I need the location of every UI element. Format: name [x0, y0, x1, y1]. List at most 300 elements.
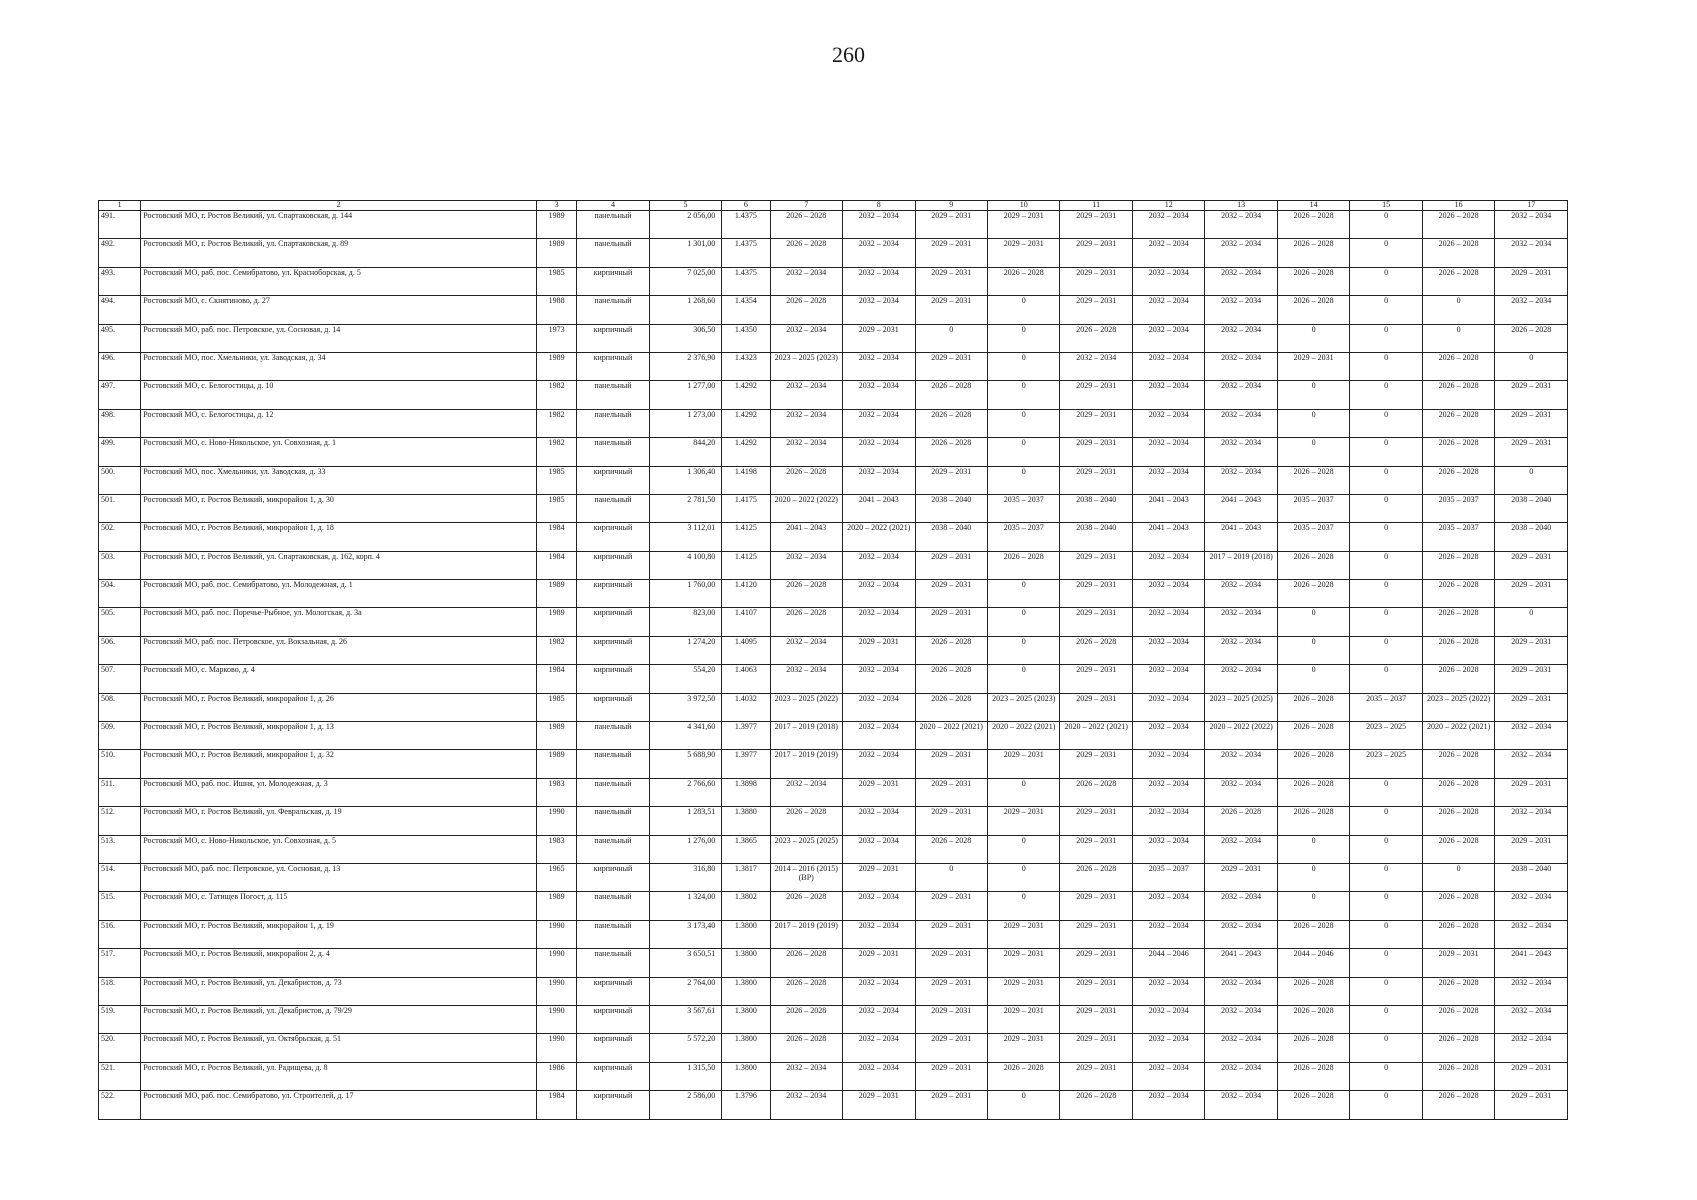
period-cell: 0 — [1350, 778, 1422, 806]
period-cell: 0 — [1277, 608, 1349, 636]
period-cell: 2026 – 2028 — [1422, 409, 1494, 437]
period-cell: 2032 – 2034 — [1132, 892, 1204, 920]
wall-material: панельный — [577, 920, 649, 948]
table-row — [99, 778, 1568, 806]
period-cell: 2026 – 2028 — [1422, 352, 1494, 380]
year-built: 1990 — [536, 949, 576, 977]
area: 3 567,61 — [649, 1005, 721, 1033]
period-cell: 2026 – 2028 — [915, 636, 987, 664]
row-number: 519. — [99, 1005, 141, 1033]
period-cell: 2029 – 2031 — [1277, 352, 1349, 380]
period-cell: 2029 – 2031 — [1495, 580, 1568, 608]
coefficient: 1.3898 — [722, 778, 770, 806]
wall-material: кирпичный — [577, 693, 649, 721]
row-number: 491. — [99, 211, 141, 239]
area: 5 688,90 — [649, 750, 721, 778]
period-cell: 2032 – 2034 — [1205, 778, 1277, 806]
column-header: 12 — [1132, 201, 1204, 211]
address: Ростовский МО, г. Ростов Великий, ул. Радищева, д. 8 — [141, 1062, 537, 1090]
row-number: 516. — [99, 920, 141, 948]
period-cell: 2032 – 2034 — [1495, 1034, 1568, 1062]
coefficient: 1.4292 — [722, 381, 770, 409]
row-number: 492. — [99, 239, 141, 267]
period-cell: 2041 – 2043 — [1205, 523, 1277, 551]
address: Ростовский МО, г. Ростов Великий, микрорайон 1, д. 19 — [141, 920, 537, 948]
area: 1 283,51 — [649, 807, 721, 835]
period-cell: 2029 – 2031 — [987, 807, 1059, 835]
period-cell: 2029 – 2031 — [1060, 466, 1132, 494]
period-cell: 2032 – 2034 — [1205, 892, 1277, 920]
period-cell: 0 — [1422, 324, 1494, 352]
wall-material: панельный — [577, 892, 649, 920]
period-cell: 2041 – 2043 — [1132, 494, 1204, 522]
coefficient: 1.3817 — [722, 863, 770, 891]
address: Ростовский МО, с. Белогостицы, д. 12 — [141, 409, 537, 437]
period-cell: 2032 – 2034 — [843, 352, 915, 380]
period-cell: 2029 – 2031 — [915, 580, 987, 608]
period-cell: 2020 – 2022 (2022) — [1205, 722, 1277, 750]
period-cell: 2026 – 2028 — [987, 267, 1059, 295]
period-cell: 2020 – 2022 (2021) — [1422, 722, 1494, 750]
period-cell: 0 — [1350, 580, 1422, 608]
table-row — [99, 296, 1568, 324]
period-cell: 2032 – 2034 — [1132, 608, 1204, 636]
period-cell: 2032 – 2034 — [1132, 324, 1204, 352]
table-header — [99, 201, 1568, 211]
wall-material: кирпичный — [577, 580, 649, 608]
period-cell: 0 — [987, 580, 1059, 608]
area: 5 572,20 — [649, 1034, 721, 1062]
period-cell: 2029 – 2031 — [987, 1034, 1059, 1062]
wall-material: панельный — [577, 239, 649, 267]
period-cell: 2026 – 2028 — [1422, 807, 1494, 835]
header-row — [99, 201, 1568, 211]
period-cell: 2026 – 2028 — [915, 835, 987, 863]
period-cell: 2029 – 2031 — [915, 778, 987, 806]
period-cell: 2038 – 2040 — [1495, 523, 1568, 551]
period-cell: 0 — [1277, 835, 1349, 863]
year-built: 1989 — [536, 608, 576, 636]
period-cell: 2032 – 2034 — [1132, 807, 1204, 835]
period-cell: 2026 – 2028 — [1422, 750, 1494, 778]
coefficient: 1.3880 — [722, 807, 770, 835]
year-built: 1989 — [536, 352, 576, 380]
period-cell: 2032 – 2034 — [843, 977, 915, 1005]
period-cell: 2029 – 2031 — [1495, 1091, 1568, 1119]
period-cell: 0 — [987, 665, 1059, 693]
period-cell: 2032 – 2034 — [843, 1062, 915, 1090]
period-cell: 0 — [1277, 324, 1349, 352]
period-cell: 2026 – 2028 — [770, 807, 842, 835]
period-cell: 2026 – 2028 — [770, 466, 842, 494]
period-cell: 2032 – 2034 — [1132, 1062, 1204, 1090]
period-cell: 2032 – 2034 — [843, 665, 915, 693]
period-cell: 2029 – 2031 — [915, 949, 987, 977]
row-number: 504. — [99, 580, 141, 608]
period-cell: 2029 – 2031 — [987, 949, 1059, 977]
period-cell: 2023 – 2025 (2025) — [770, 835, 842, 863]
period-cell: 2041 – 2043 — [1205, 494, 1277, 522]
period-cell: 2032 – 2034 — [1205, 1091, 1277, 1119]
period-cell: 2029 – 2031 — [915, 807, 987, 835]
period-cell: 0 — [1350, 835, 1422, 863]
wall-material: кирпичный — [577, 352, 649, 380]
period-cell: 2026 – 2028 — [1277, 693, 1349, 721]
period-cell: 0 — [1350, 949, 1422, 977]
period-cell: 2029 – 2031 — [1495, 636, 1568, 664]
period-cell: 2026 – 2028 — [987, 551, 1059, 579]
period-cell: 2032 – 2034 — [1132, 466, 1204, 494]
wall-material: кирпичный — [577, 608, 649, 636]
column-header: 16 — [1422, 201, 1494, 211]
period-cell: 2032 – 2034 — [770, 409, 842, 437]
table-row — [99, 352, 1568, 380]
area: 554,20 — [649, 665, 721, 693]
period-cell: 0 — [1350, 977, 1422, 1005]
period-cell: 2029 – 2031 — [915, 977, 987, 1005]
coefficient: 1.4354 — [722, 296, 770, 324]
period-cell: 2032 – 2034 — [843, 296, 915, 324]
coefficient: 1.4063 — [722, 665, 770, 693]
wall-material: кирпичный — [577, 466, 649, 494]
period-cell: 2026 – 2028 — [1422, 665, 1494, 693]
period-cell: 2026 – 2028 — [1422, 239, 1494, 267]
row-number: 510. — [99, 750, 141, 778]
column-header: 2 — [141, 201, 537, 211]
period-cell: 2029 – 2031 — [987, 977, 1059, 1005]
table-row — [99, 523, 1568, 551]
row-number: 497. — [99, 381, 141, 409]
period-cell: 0 — [915, 863, 987, 891]
period-cell: 2032 – 2034 — [1132, 665, 1204, 693]
housing-register-table — [98, 200, 1568, 1120]
period-cell: 2029 – 2031 — [1060, 920, 1132, 948]
coefficient: 1.4323 — [722, 352, 770, 380]
column-header: 6 — [722, 201, 770, 211]
period-cell: 2026 – 2028 — [1277, 551, 1349, 579]
period-cell: 2032 – 2034 — [843, 892, 915, 920]
period-cell: 2032 – 2034 — [843, 920, 915, 948]
period-cell: 2032 – 2034 — [843, 438, 915, 466]
period-cell: 0 — [1350, 1062, 1422, 1090]
column-header: 17 — [1495, 201, 1568, 211]
period-cell: 2032 – 2034 — [1205, 267, 1277, 295]
row-number: 503. — [99, 551, 141, 579]
period-cell: 0 — [987, 835, 1059, 863]
area: 7 025,00 — [649, 267, 721, 295]
period-cell: 2026 – 2028 — [1060, 863, 1132, 891]
period-cell: 2032 – 2034 — [1495, 892, 1568, 920]
address: Ростовский МО, раб. пос. Семибратово, ул. Строителей, д. 17 — [141, 1091, 537, 1119]
period-cell: 2032 – 2034 — [1132, 920, 1204, 948]
area: 1 306,40 — [649, 466, 721, 494]
column-header: 9 — [915, 201, 987, 211]
period-cell: 2041 – 2043 — [843, 494, 915, 522]
period-cell: 2029 – 2031 — [1495, 693, 1568, 721]
period-cell: 2032 – 2034 — [770, 324, 842, 352]
period-cell: 2032 – 2034 — [1132, 409, 1204, 437]
period-cell: 2032 – 2034 — [1205, 239, 1277, 267]
year-built: 1989 — [536, 239, 576, 267]
period-cell: 2029 – 2031 — [915, 352, 987, 380]
period-cell: 2023 – 2025 (2022) — [1422, 693, 1494, 721]
year-built: 1990 — [536, 920, 576, 948]
coefficient: 1.4350 — [722, 324, 770, 352]
period-cell: 2029 – 2031 — [1495, 665, 1568, 693]
period-cell: 0 — [987, 863, 1059, 891]
address: Ростовский МО, пос. Хмельники, ул. Заводская, д. 34 — [141, 352, 537, 380]
period-cell: 2029 – 2031 — [1060, 580, 1132, 608]
period-cell: 0 — [987, 608, 1059, 636]
period-cell: 2029 – 2031 — [1495, 1062, 1568, 1090]
period-cell: 0 — [1277, 381, 1349, 409]
period-cell: 2032 – 2034 — [1132, 381, 1204, 409]
period-cell: 2014 – 2016 (2015) (ВР) — [770, 863, 842, 891]
table-row — [99, 949, 1568, 977]
period-cell: 0 — [915, 324, 987, 352]
period-cell: 2029 – 2031 — [915, 892, 987, 920]
period-cell: 2032 – 2034 — [770, 381, 842, 409]
year-built: 1989 — [536, 722, 576, 750]
table-body — [99, 211, 1568, 1120]
period-cell: 2032 – 2034 — [843, 211, 915, 239]
period-cell: 2020 – 2022 (2022) — [770, 494, 842, 522]
period-cell: 2038 – 2040 — [1495, 494, 1568, 522]
address: Ростовский МО, раб. пос. Ишня, ул. Молодежная, д. 3 — [141, 778, 537, 806]
period-cell: 2029 – 2031 — [1060, 977, 1132, 1005]
period-cell: 2026 – 2028 — [1422, 551, 1494, 579]
period-cell: 0 — [1350, 1034, 1422, 1062]
coefficient: 1.4198 — [722, 466, 770, 494]
period-cell: 2032 – 2034 — [1132, 1005, 1204, 1033]
period-cell: 2017 – 2019 (2018) — [770, 722, 842, 750]
period-cell: 2026 – 2028 — [1422, 267, 1494, 295]
period-cell: 2026 – 2028 — [1277, 580, 1349, 608]
period-cell: 2029 – 2031 — [915, 1091, 987, 1119]
area: 2 781,50 — [649, 494, 721, 522]
period-cell: 2023 – 2025 — [1350, 750, 1422, 778]
period-cell: 0 — [1350, 551, 1422, 579]
period-cell: 0 — [987, 324, 1059, 352]
period-cell: 2032 – 2034 — [770, 778, 842, 806]
period-cell: 2029 – 2031 — [1060, 1062, 1132, 1090]
column-header: 13 — [1205, 201, 1277, 211]
period-cell: 0 — [987, 778, 1059, 806]
row-number: 507. — [99, 665, 141, 693]
area: 1 273,00 — [649, 409, 721, 437]
table-row — [99, 636, 1568, 664]
row-number: 517. — [99, 949, 141, 977]
row-number: 511. — [99, 778, 141, 806]
period-cell: 2029 – 2031 — [915, 1062, 987, 1090]
column-header: 4 — [577, 201, 649, 211]
area: 1 268,60 — [649, 296, 721, 324]
period-cell: 2029 – 2031 — [843, 1091, 915, 1119]
coefficient: 1.3802 — [722, 892, 770, 920]
period-cell: 2029 – 2031 — [1495, 267, 1568, 295]
area: 306,50 — [649, 324, 721, 352]
coefficient: 1.4125 — [722, 551, 770, 579]
address: Ростовский МО, с. Ново-Никольское, ул. Совхозная, д. 1 — [141, 438, 537, 466]
row-number: 520. — [99, 1034, 141, 1062]
table-row — [99, 551, 1568, 579]
period-cell: 2029 – 2031 — [843, 863, 915, 891]
period-cell: 0 — [987, 381, 1059, 409]
period-cell: 2032 – 2034 — [1205, 636, 1277, 664]
row-number: 508. — [99, 693, 141, 721]
wall-material: кирпичный — [577, 324, 649, 352]
period-cell: 2029 – 2031 — [1495, 835, 1568, 863]
period-cell: 2032 – 2034 — [770, 636, 842, 664]
period-cell: 2026 – 2028 — [1277, 466, 1349, 494]
period-cell: 2029 – 2031 — [915, 920, 987, 948]
row-number: 515. — [99, 892, 141, 920]
period-cell: 2023 – 2025 (2025) — [1205, 693, 1277, 721]
period-cell: 2029 – 2031 — [1060, 296, 1132, 324]
period-cell: 2026 – 2028 — [987, 1062, 1059, 1090]
coefficient: 1.3977 — [722, 750, 770, 778]
area: 3 650,51 — [649, 949, 721, 977]
period-cell: 2032 – 2034 — [1495, 750, 1568, 778]
wall-material: кирпичный — [577, 863, 649, 891]
period-cell: 2029 – 2031 — [843, 949, 915, 977]
period-cell: 0 — [1350, 381, 1422, 409]
period-cell: 2029 – 2031 — [1060, 239, 1132, 267]
address: Ростовский МО, раб. пос. Петровское, ул. Сосновая, д. 13 — [141, 863, 537, 891]
wall-material: панельный — [577, 750, 649, 778]
period-cell: 0 — [1277, 636, 1349, 664]
address: Ростовский МО, с. Ново-Никольское, ул. Совхозная, д. 5 — [141, 835, 537, 863]
period-cell: 2029 – 2031 — [1495, 381, 1568, 409]
period-cell: 2026 – 2028 — [1277, 267, 1349, 295]
period-cell: 2035 – 2037 — [987, 523, 1059, 551]
period-cell: 2029 – 2031 — [843, 636, 915, 664]
period-cell: 2026 – 2028 — [1422, 466, 1494, 494]
period-cell: 2026 – 2028 — [1277, 296, 1349, 324]
coefficient: 1.4125 — [722, 523, 770, 551]
period-cell: 2032 – 2034 — [1495, 239, 1568, 267]
period-cell: 2035 – 2037 — [987, 494, 1059, 522]
area: 1 276,00 — [649, 835, 721, 863]
period-cell: 2023 – 2025 (2023) — [987, 693, 1059, 721]
year-built: 1984 — [536, 665, 576, 693]
address: Ростовский МО, с. Скнятиново, д. 27 — [141, 296, 537, 324]
period-cell: 2026 – 2028 — [1205, 807, 1277, 835]
coefficient: 1.3796 — [722, 1091, 770, 1119]
period-cell: 2026 – 2028 — [915, 409, 987, 437]
period-cell: 2032 – 2034 — [1132, 636, 1204, 664]
table-row — [99, 466, 1568, 494]
period-cell: 0 — [1350, 920, 1422, 948]
period-cell: 2032 – 2034 — [843, 750, 915, 778]
address: Ростовский МО, г. Ростов Великий, микрорайон 1, д. 18 — [141, 523, 537, 551]
period-cell: 2032 – 2034 — [1205, 1005, 1277, 1033]
period-cell: 2020 – 2022 (2021) — [1060, 722, 1132, 750]
period-cell: 2026 – 2028 — [1277, 778, 1349, 806]
table-row — [99, 863, 1568, 891]
year-built: 1985 — [536, 466, 576, 494]
period-cell: 2032 – 2034 — [1205, 1034, 1277, 1062]
column-header: 15 — [1350, 201, 1422, 211]
period-cell: 2020 – 2022 (2021) — [987, 722, 1059, 750]
address: Ростовский МО, г. Ростов Великий, ул. Октябрьская, д. 51 — [141, 1034, 537, 1062]
table-row — [99, 324, 1568, 352]
table-row — [99, 1034, 1568, 1062]
period-cell: 2029 – 2031 — [1060, 693, 1132, 721]
table-row — [99, 920, 1568, 948]
period-cell: 2032 – 2034 — [1495, 1005, 1568, 1033]
period-cell: 2032 – 2034 — [843, 267, 915, 295]
period-cell: 2032 – 2034 — [770, 438, 842, 466]
address: Ростовский МО, раб. пос. Семибратово, ул. Молодежная, д. 1 — [141, 580, 537, 608]
period-cell: 2032 – 2034 — [1132, 693, 1204, 721]
wall-material: кирпичный — [577, 1034, 649, 1062]
year-built: 1984 — [536, 1091, 576, 1119]
wall-material: панельный — [577, 949, 649, 977]
period-cell: 2038 – 2040 — [915, 494, 987, 522]
period-cell: 0 — [1350, 438, 1422, 466]
year-built: 1984 — [536, 523, 576, 551]
period-cell: 2029 – 2031 — [1060, 949, 1132, 977]
period-cell: 2032 – 2034 — [1495, 722, 1568, 750]
year-built: 1990 — [536, 807, 576, 835]
period-cell: 2020 – 2022 (2021) — [915, 722, 987, 750]
period-cell: 2026 – 2028 — [770, 239, 842, 267]
period-cell: 2029 – 2031 — [843, 778, 915, 806]
period-cell: 2029 – 2031 — [915, 1005, 987, 1033]
period-cell: 2032 – 2034 — [770, 551, 842, 579]
period-cell: 2017 – 2019 (2018) — [1205, 551, 1277, 579]
period-cell: 2029 – 2031 — [987, 211, 1059, 239]
table-row — [99, 608, 1568, 636]
coefficient: 1.3800 — [722, 977, 770, 1005]
coefficient: 1.3865 — [722, 835, 770, 863]
period-cell: 0 — [1350, 807, 1422, 835]
period-cell: 2032 – 2034 — [843, 409, 915, 437]
period-cell: 2032 – 2034 — [770, 665, 842, 693]
table-row — [99, 892, 1568, 920]
table-row — [99, 409, 1568, 437]
period-cell: 0 — [1350, 211, 1422, 239]
period-cell: 2035 – 2037 — [1350, 693, 1422, 721]
row-number: 513. — [99, 835, 141, 863]
period-cell: 2038 – 2040 — [1495, 863, 1568, 891]
period-cell: 2026 – 2028 — [770, 296, 842, 324]
coefficient: 1.3800 — [722, 1034, 770, 1062]
period-cell: 2032 – 2034 — [1205, 977, 1277, 1005]
period-cell: 2026 – 2028 — [770, 977, 842, 1005]
period-cell: 2026 – 2028 — [1422, 977, 1494, 1005]
wall-material: панельный — [577, 211, 649, 239]
period-cell: 0 — [1350, 352, 1422, 380]
period-cell: 0 — [1277, 892, 1349, 920]
period-cell: 2026 – 2028 — [1422, 778, 1494, 806]
address: Ростовский МО, раб. пос. Петровское, ул. Вокзальная, д. 26 — [141, 636, 537, 664]
area: 2 766,60 — [649, 778, 721, 806]
period-cell: 2035 – 2037 — [1422, 494, 1494, 522]
wall-material: кирпичный — [577, 977, 649, 1005]
area: 316,80 — [649, 863, 721, 891]
wall-material: панельный — [577, 494, 649, 522]
coefficient: 1.4095 — [722, 636, 770, 664]
address: Ростовский МО, г. Ростов Великий, микрорайон 1, д. 13 — [141, 722, 537, 750]
period-cell: 2029 – 2031 — [1060, 608, 1132, 636]
period-cell: 0 — [1350, 523, 1422, 551]
period-cell: 2032 – 2034 — [1205, 438, 1277, 466]
table-row — [99, 267, 1568, 295]
year-built: 1986 — [536, 1062, 576, 1090]
year-built: 1973 — [536, 324, 576, 352]
